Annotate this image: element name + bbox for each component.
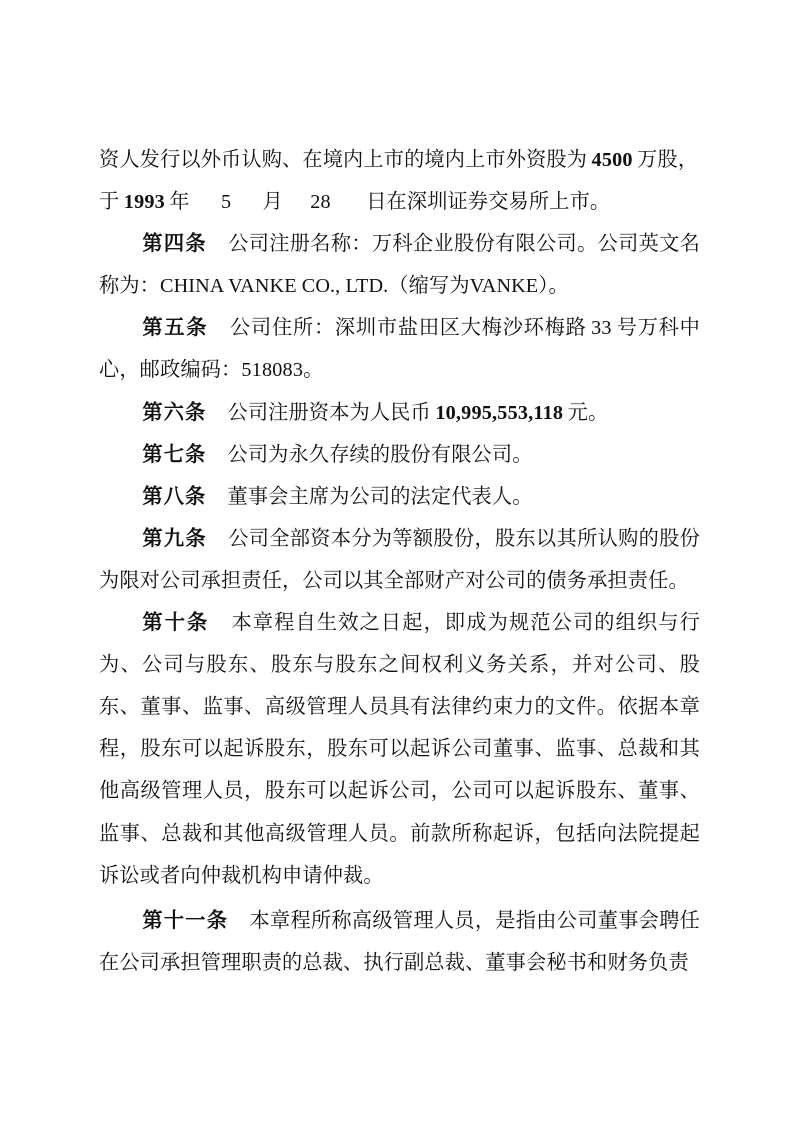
article-11-label: 第十一条 bbox=[142, 910, 229, 933]
continuation-line-1-tail: 万股， bbox=[637, 149, 699, 171]
article-8-text-a: 董事会主席为公司的法定代表人。 bbox=[227, 485, 533, 508]
text-column bbox=[99, 139, 700, 984]
listing-year-value: 1993 bbox=[123, 191, 165, 214]
article-7 bbox=[99, 434, 700, 476]
article-4-text-a: 公司注册名称：万科企业股份有限公司。公司英文名称为： bbox=[99, 233, 701, 298]
continuation-line-1-text: 资人发行以外币认购、在境内上市的境内上市外资股为 bbox=[99, 149, 588, 171]
article-6-label: 第六条 bbox=[142, 401, 207, 424]
article-8 bbox=[99, 476, 700, 518]
listing-prefix: 于 bbox=[99, 191, 120, 214]
article-9-text-a: 公司全部资本分为等额股份，股东以其所认购的股份为限对公司承担责任，公司以其全部财产对公司的债务承担责任。 bbox=[99, 527, 701, 592]
article-5-street-number: 33 bbox=[591, 317, 612, 340]
article-7-text-a: 公司为永久存续的股份有限公司。 bbox=[227, 443, 533, 466]
article-7-label: 第七条 bbox=[142, 443, 207, 466]
article-6-text-b: 元。 bbox=[567, 401, 609, 424]
article-11-text-a: 本章程所称高级管理人员，是指由公司董事会聘任在公司承担管理职责的总裁、执行副总裁、董事会秘书和财务负责 bbox=[99, 910, 700, 975]
paragraph-continuation bbox=[99, 139, 700, 181]
article-11 bbox=[99, 900, 700, 984]
article-4-label: 第四条 bbox=[142, 233, 207, 256]
article-10 bbox=[99, 602, 700, 897]
article-4-text-c: ）。 bbox=[538, 275, 569, 298]
article-5-text-b: 号万科中心，邮政编码： bbox=[99, 317, 700, 382]
article-9 bbox=[99, 518, 700, 602]
article-10-text-a: 本章程自生效之日起，即成为规范公司的组织与行为、公司与股东、股东与股东之间权利义务关系，并对公司、股东、董事、监事、高级管理人员具有法律约束力的文件。依据本章程，股东可以起诉股东，股东可以起诉公司董事、监事、总裁和其他高级管理人员，股东可以起诉公司，公司可以起诉股东、董事、监事、总裁和其他高级管理人员。前款所称起诉，包括向法院提起诉讼或者向仲裁机构申请仲裁。 bbox=[99, 612, 700, 887]
article-5-label: 第五条 bbox=[142, 317, 209, 340]
foreign-share-count: 4500 bbox=[591, 149, 633, 171]
article-4-text-b: （缩写为 bbox=[388, 275, 470, 298]
listing-day-unit: 日在深圳证券交易所上市。 bbox=[366, 191, 611, 214]
listing-month-value: 5 bbox=[221, 191, 232, 214]
article-4-english-name: CHINA VANKE CO., LTD. bbox=[160, 275, 389, 298]
article-10-label: 第十条 bbox=[142, 612, 210, 635]
listing-year-unit: 年 bbox=[169, 191, 190, 214]
article-5 bbox=[99, 307, 700, 391]
article-6-text-a: 公司注册资本为人民币 bbox=[227, 401, 431, 424]
listing-day-value: 28 bbox=[310, 191, 331, 214]
article-6-registered-capital: 10,995,553,118 bbox=[435, 401, 564, 424]
article-9-label: 第九条 bbox=[142, 527, 207, 550]
article-5-text-c: 。 bbox=[303, 359, 324, 382]
article-4-abbreviation: VANKE bbox=[469, 275, 539, 298]
article-5-text-a: 公司住所：深圳市盐田区大梅沙环梅路 bbox=[229, 317, 587, 340]
article-5-postal-code: 518083 bbox=[241, 359, 304, 382]
article-4 bbox=[99, 223, 700, 307]
article-6 bbox=[99, 392, 700, 434]
article-8-label: 第八条 bbox=[142, 485, 207, 508]
listing-month-unit: 月 bbox=[262, 191, 283, 214]
paragraph-listing-date bbox=[99, 181, 700, 223]
